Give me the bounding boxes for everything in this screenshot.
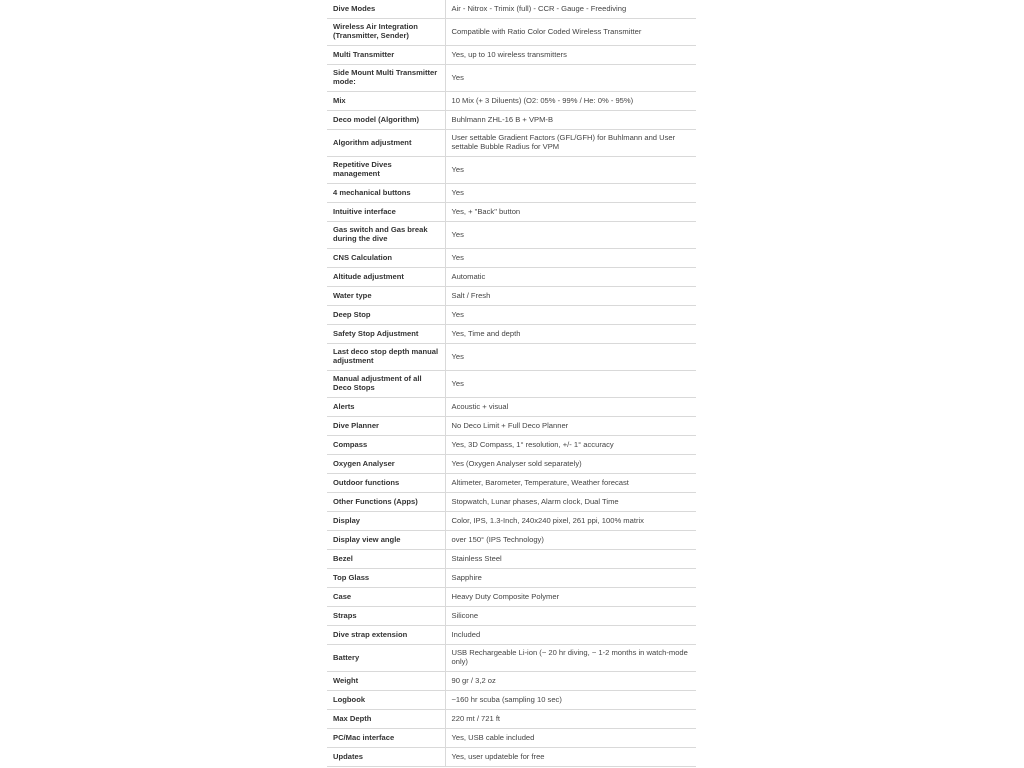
spec-value: Yes [445,249,696,268]
spec-value: Sapphire [445,569,696,588]
spec-value: Buhlmann ZHL-16 B + VPM-B [445,111,696,130]
spec-value: Altimeter, Barometer, Temperature, Weather forecast [445,474,696,493]
spec-value: Automatic [445,268,696,287]
spec-row [327,268,696,287]
spec-label: Side Mount Multi Transmitter mode: [327,65,445,92]
spec-value: Yes, + "Back" button [445,203,696,222]
spec-label: Safety Stop Adjustment [327,325,445,344]
spec-row [327,249,696,268]
spec-label: Dive Modes [327,0,445,19]
spec-value: Yes [445,65,696,92]
spec-label: Altitude adjustment [327,268,445,287]
spec-label: PC/Mac interface [327,729,445,748]
spec-label: Battery [327,645,445,672]
spec-row [327,417,696,436]
spec-row [327,398,696,417]
spec-value: Yes (Oxygen Analyser sold separately) [445,455,696,474]
spec-value: 10 Mix (+ 3 Diluents) (O2: 05% - 99% / He: 0% - 95%) [445,92,696,111]
spec-value: Acoustic + visual [445,398,696,417]
spec-label: CNS Calculation [327,249,445,268]
spec-row [327,222,696,249]
spec-row [327,184,696,203]
spec-value: Yes, user updateble for free [445,748,696,767]
spec-row [327,344,696,371]
spec-value: Yes [445,306,696,325]
spec-row [327,157,696,184]
spec-label: Algorithm adjustment [327,130,445,157]
spec-label: Top Glass [327,569,445,588]
spec-label: Alerts [327,398,445,417]
spec-label: Straps [327,607,445,626]
spec-row [327,287,696,306]
spec-value: Stainless Steel [445,550,696,569]
spec-label: 4 mechanical buttons [327,184,445,203]
spec-value: Yes [445,222,696,249]
spec-row [327,203,696,222]
spec-label: Updates [327,748,445,767]
spec-label: Logbook [327,691,445,710]
spec-label: Multi Transmitter [327,46,445,65]
spec-row [327,46,696,65]
spec-label: Deco model (Algorithm) [327,111,445,130]
spec-value: Yes, USB cable included [445,729,696,748]
spec-row [327,0,696,19]
spec-value: ~160 hr scuba (sampling 10 sec) [445,691,696,710]
spec-label: Manual adjustment of all Deco Stops [327,371,445,398]
spec-row [327,455,696,474]
spec-row [327,710,696,729]
spec-value: Yes [445,371,696,398]
spec-label: Last deco stop depth manual adjustment [327,344,445,371]
spec-label: Case [327,588,445,607]
spec-label: Dive Planner [327,417,445,436]
spec-label: Max Depth [327,710,445,729]
spec-value: Yes [445,344,696,371]
spec-label: Outdoor functions [327,474,445,493]
spec-value: USB Rechargeable Li-ion (~ 20 hr diving, ~ 1-2 months in watch-mode only) [445,645,696,672]
spec-row [327,111,696,130]
spec-row [327,371,696,398]
spec-value: Silicone [445,607,696,626]
specifications-table [327,0,696,767]
spec-label: Display view angle [327,531,445,550]
spec-label: Mix [327,92,445,111]
spec-label: Wireless Air Integration (Transmitter, Sender) [327,19,445,46]
spec-row [327,729,696,748]
spec-value: 220 mt / 721 ft [445,710,696,729]
spec-row [327,691,696,710]
spec-row [327,92,696,111]
spec-row [327,512,696,531]
spec-label: Display [327,512,445,531]
spec-row [327,588,696,607]
spec-label: Weight [327,672,445,691]
spec-label: Water type [327,287,445,306]
spec-value: User settable Gradient Factors (GFL/GFH) for Buhlmann and User settable Bubble Radius for VPM [445,130,696,157]
spec-value: over 150° (IPS Technology) [445,531,696,550]
spec-row [327,626,696,645]
spec-label: Repetitive Dives management [327,157,445,184]
spec-row [327,325,696,344]
spec-label: Bezel [327,550,445,569]
spec-row [327,569,696,588]
spec-value: 90 gr / 3,2 oz [445,672,696,691]
spec-value: Color, IPS, 1.3-Inch, 240x240 pixel, 261 ppi, 100% matrix [445,512,696,531]
spec-label: Oxygen Analyser [327,455,445,474]
spec-row [327,748,696,767]
spec-value: Compatible with Ratio Color Coded Wireless Transmitter [445,19,696,46]
spec-value: Yes, up to 10 wireless transmitters [445,46,696,65]
spec-label: Gas switch and Gas break during the dive [327,222,445,249]
spec-value: Yes, 3D Compass, 1° resolution, +/- 1° accuracy [445,436,696,455]
spec-value: Yes [445,157,696,184]
spec-value: Air - Nitrox - Trimix (full) - CCR - Gauge - Freediving [445,0,696,19]
spec-label: Deep Stop [327,306,445,325]
spec-row [327,130,696,157]
specifications-table-body [327,0,696,767]
spec-row [327,607,696,626]
spec-row [327,550,696,569]
spec-value: Included [445,626,696,645]
spec-label: Other Functions (Apps) [327,493,445,512]
spec-row [327,306,696,325]
spec-row [327,436,696,455]
spec-label: Dive strap extension [327,626,445,645]
spec-row [327,645,696,672]
spec-value: Salt / Fresh [445,287,696,306]
spec-row [327,19,696,46]
spec-value: Yes, Time and depth [445,325,696,344]
spec-row [327,672,696,691]
spec-value: Heavy Duty Composite Polymer [445,588,696,607]
spec-row [327,493,696,512]
spec-value: Stopwatch, Lunar phases, Alarm clock, Dual Time [445,493,696,512]
spec-row [327,531,696,550]
spec-row [327,474,696,493]
spec-label: Intuitive interface [327,203,445,222]
spec-row [327,65,696,92]
spec-value: Yes [445,184,696,203]
spec-label: Compass [327,436,445,455]
spec-value: No Deco Limit + Full Deco Planner [445,417,696,436]
